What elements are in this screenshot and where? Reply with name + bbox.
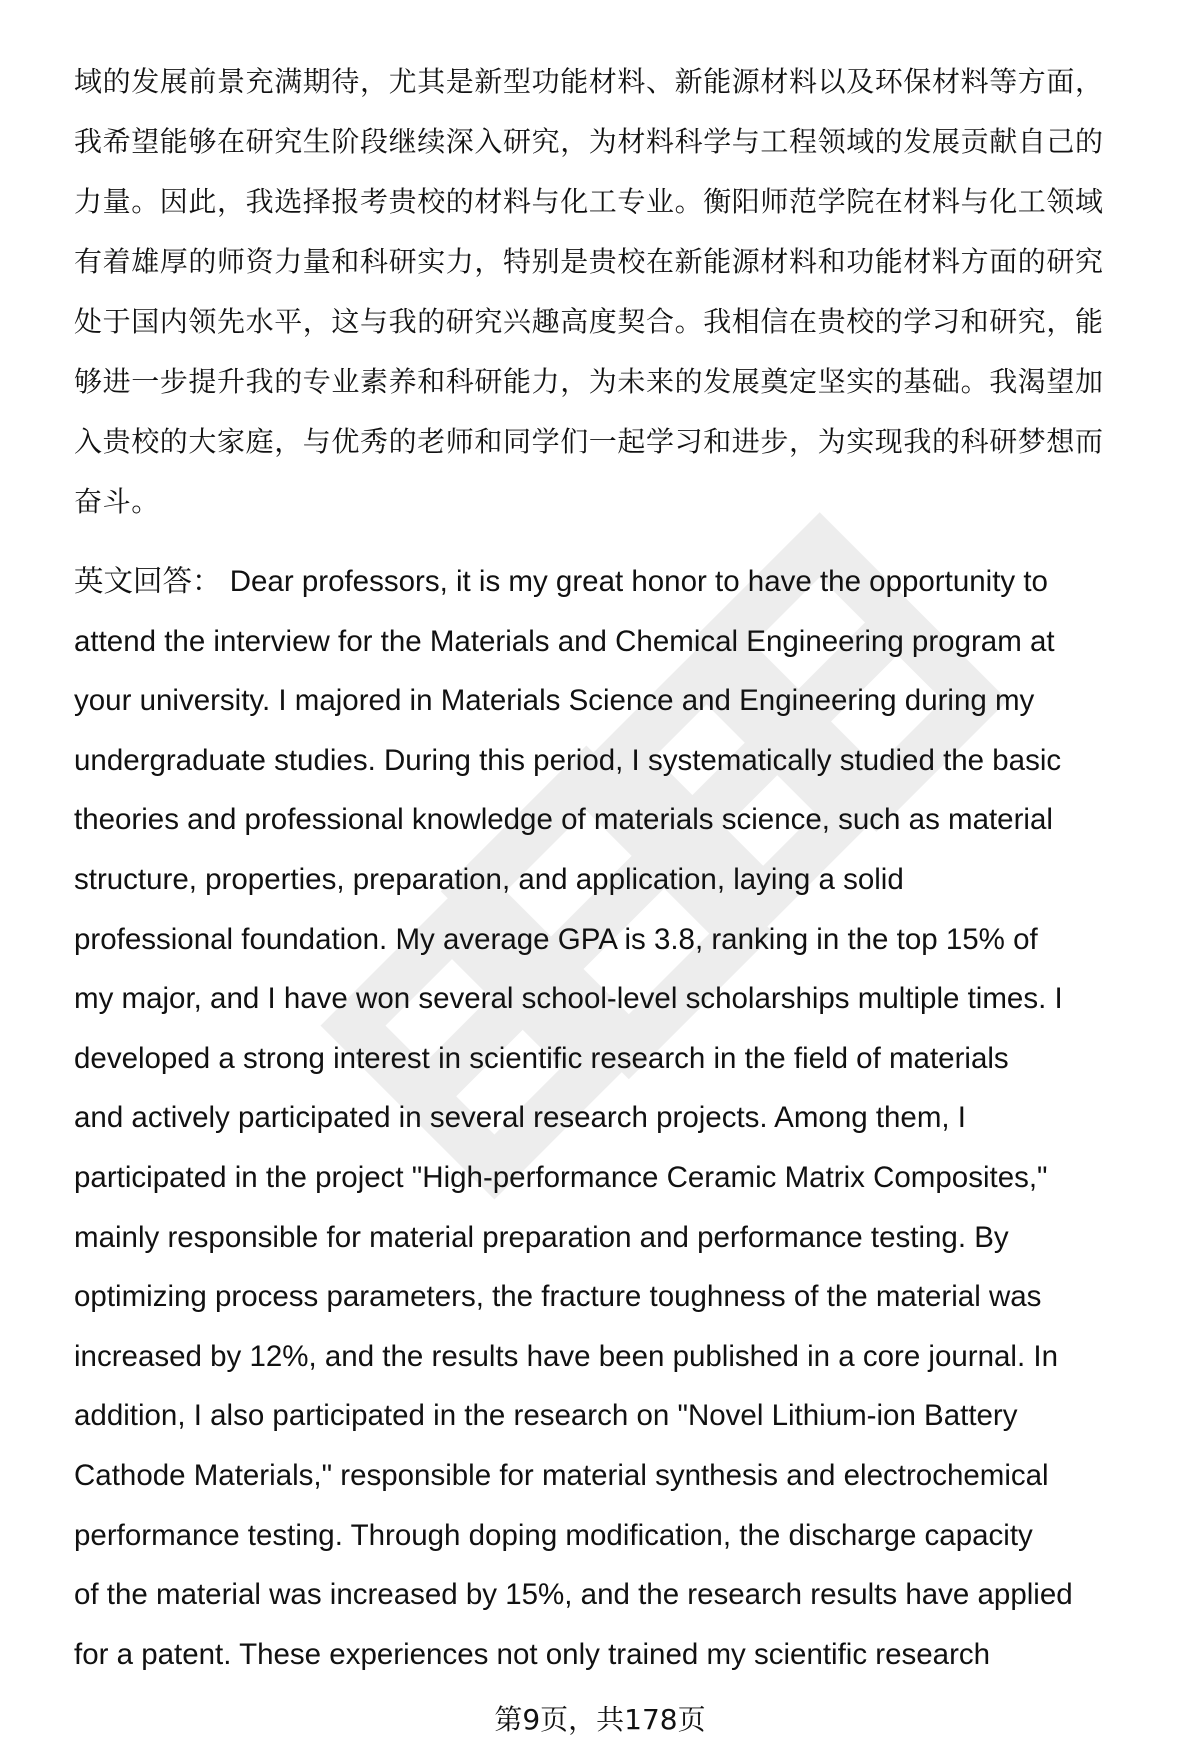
- text-line: my major, and I have won several school-level scholarships multiple times. I: [74, 982, 1063, 1016]
- english-answer-first-line: [74, 552, 1154, 612]
- text-line: 处于国内领先水平，这与我的研究兴趣高度契合。我相信在贵校的学习和研究，能: [74, 305, 1104, 338]
- text-line: 域的发展前景充满期待，尤其是新型功能材料、新能源材料以及环保材料等方面，: [74, 65, 1104, 98]
- text-line: 奋斗。: [74, 485, 160, 518]
- chinese-answer-section: [74, 52, 1154, 532]
- text-line: structure, properties, preparation, and application, laying a solid: [74, 862, 904, 896]
- page-number-footer: 第9页，共178页: [494, 1703, 706, 1736]
- text-line: for a patent. These experiences not only trained my scientific research: [74, 1637, 991, 1671]
- text-line: participated in the project "High-performance Ceramic Matrix Composites,": [74, 1160, 1048, 1194]
- text-line: Dear professors, it is my great honor to have the opportunity to: [221, 565, 1048, 598]
- text-line: 入贵校的大家庭，与优秀的老师和同学们一起学习和进步，为实现我的科研梦想而: [74, 425, 1104, 458]
- text-line: 有着雄厚的师资力量和科研实力，特别是贵校在新能源材料和功能材料方面的研究: [74, 245, 1104, 278]
- text-line: attend the interview for the Materials and Chemical Engineering program at: [74, 624, 1055, 658]
- text-line: addition, I also participated in the research on "Novel Lithium-ion Battery: [74, 1399, 1018, 1433]
- text-line: 我希望能够在研究生阶段继续深入研究，为材料科学与工程领域的发展贡献自己的: [74, 125, 1104, 158]
- text-line: increased by 12%, and the results have been published in a core journal. In: [74, 1339, 1058, 1373]
- text-line: theories and professional knowledge of materials science, such as material: [74, 803, 1053, 837]
- text-line: undergraduate studies. During this period, I systematically studied the basic: [74, 743, 1062, 777]
- text-line: developed a strong interest in scientific research in the field of materials: [74, 1041, 1009, 1075]
- text-line: and actively participated in several research projects. Among them, I: [74, 1101, 967, 1135]
- english-answer-section: [74, 552, 1154, 1684]
- text-line: optimizing process parameters, the fracture toughness of the material was: [74, 1280, 1042, 1314]
- text-line: performance testing. Through doping modification, the discharge capacity: [74, 1518, 1033, 1552]
- text-line: 够进一步提升我的专业素养和科研能力，为未来的发展奠定坚实的基础。我渴望加: [74, 365, 1104, 398]
- text-line: Cathode Materials," responsible for material synthesis and electrochemical: [74, 1458, 1049, 1492]
- text-line: mainly responsible for material preparation and performance testing. By: [74, 1220, 1009, 1254]
- text-line: professional foundation. My average GPA is 3.8, ranking in the top 15% of: [74, 922, 1038, 956]
- text-line: 力量。因此，我选择报考贵校的材料与化工专业。衡阳师范学院在材料与化工领域: [74, 185, 1104, 218]
- english-answer-label: 英文回答：: [74, 565, 222, 598]
- text-line: of the material was increased by 15%, and the research results have applied: [74, 1578, 1073, 1612]
- text-line: your university. I majored in Materials Science and Engineering during my: [74, 684, 1035, 718]
- main-content: [74, 52, 1154, 1684]
